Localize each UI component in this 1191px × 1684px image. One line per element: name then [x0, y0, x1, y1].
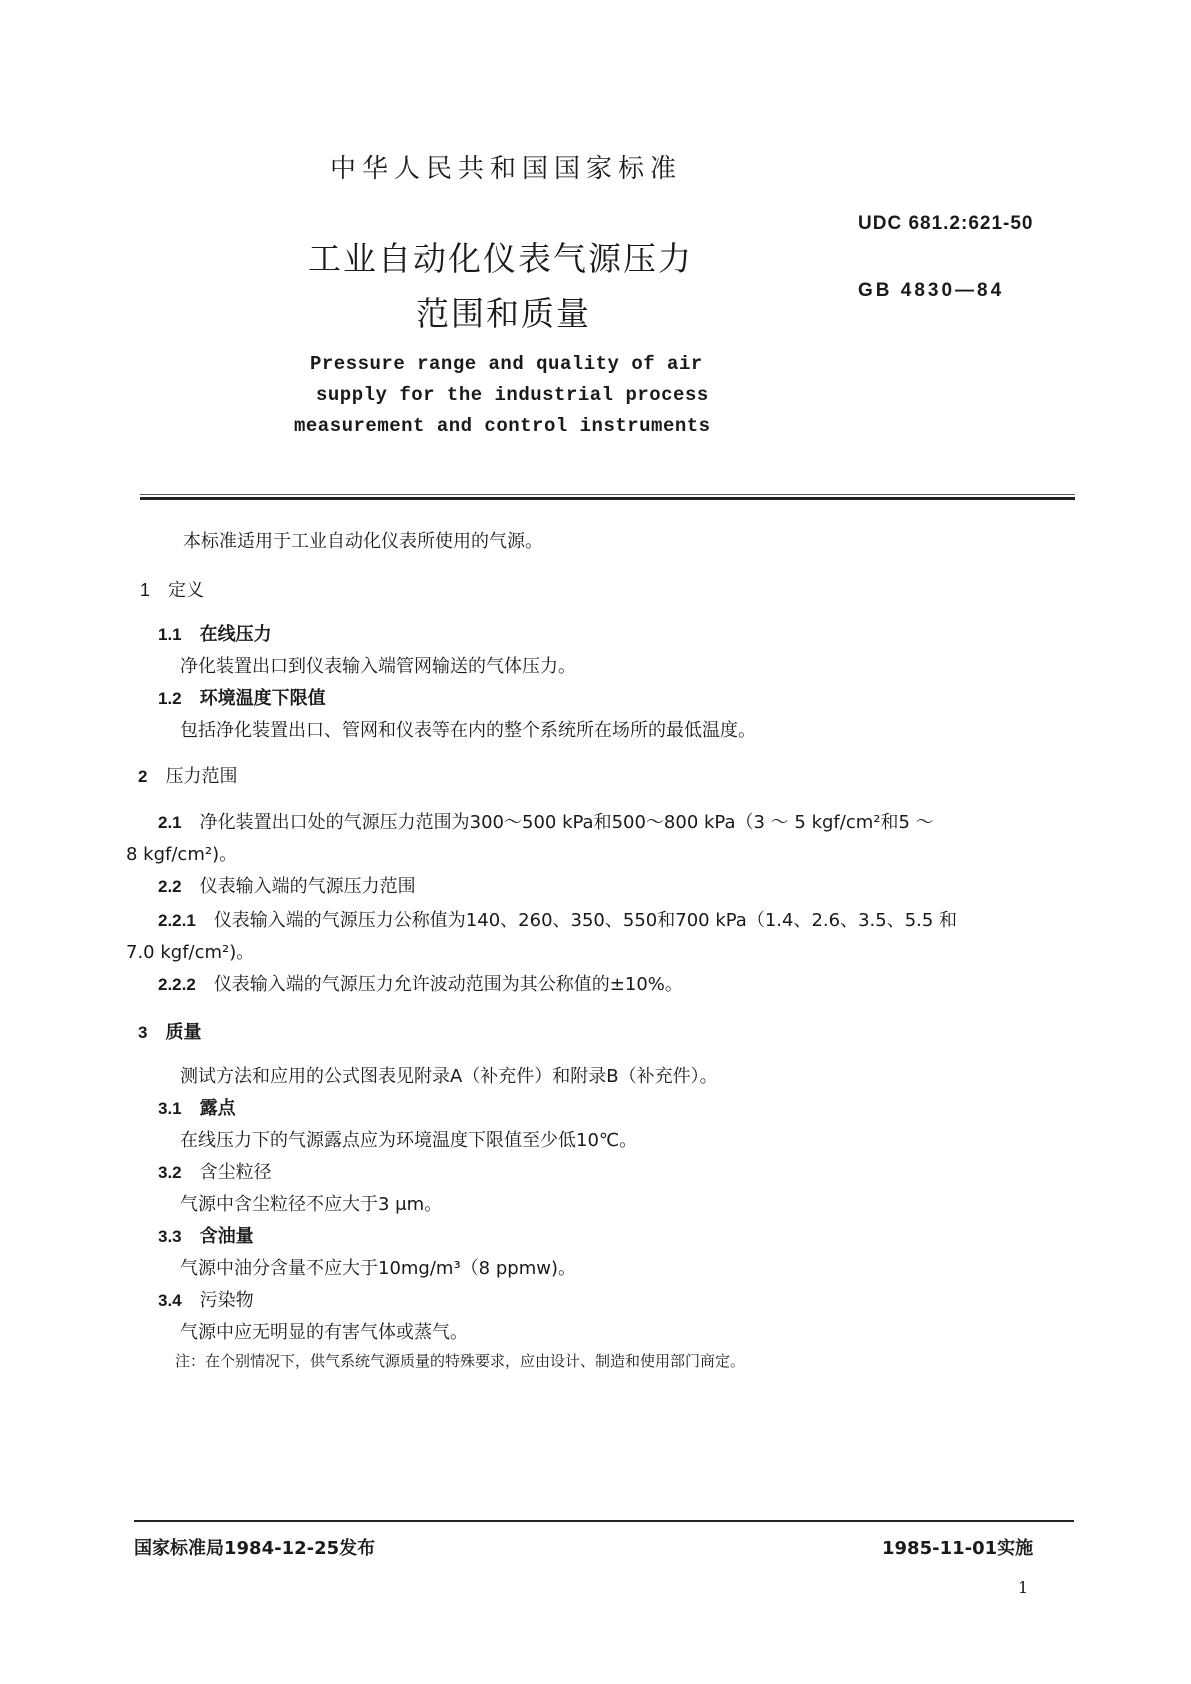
section-number: 2.1 — [158, 813, 182, 832]
section-1-2-text: 包括净化装置出口、管网和仪表等在内的整个系统所在场所的最低温度。 — [180, 720, 756, 741]
section-2-2-1-line1 — [158, 906, 957, 932]
section-number: 1.1 — [158, 625, 182, 644]
top-rule — [140, 497, 1075, 500]
title-en-line2: supply for the industrial process — [316, 384, 709, 406]
section-number: 2.2 — [158, 877, 182, 896]
section-title: 在线压力 — [199, 624, 272, 645]
section-number: 1.2 — [158, 689, 182, 708]
section-3-4-heading — [158, 1286, 254, 1312]
section-text: 仪表输入端的气源压力公称值为140、260、350、550和700 kPa（1.4、2.6、3.5、5.5 和 — [213, 910, 958, 931]
section-3-text: 测试方法和应用的公式图表见附录A（补充件）和附录B（补充件）。 — [180, 1066, 718, 1087]
section-number: 2 — [138, 767, 148, 786]
title-cn-line1: 工业自动化仪表气源压力 — [308, 239, 693, 278]
section-number: 2.2.1 — [158, 911, 196, 930]
section-number: 3.3 — [158, 1227, 182, 1246]
udc-code: UDC 681.2:621-50 — [858, 213, 1034, 234]
section-number: 3.2 — [158, 1163, 182, 1182]
section-3-1-text: 在线压力下的气源露点应为环境温度下限值至少低10℃。 — [180, 1130, 638, 1151]
section-number: 3 — [138, 1023, 148, 1042]
section-1-1-heading — [158, 620, 272, 646]
section-number: 1 — [140, 580, 151, 600]
section-title: 质量 — [165, 1022, 202, 1043]
section-title: 污染物 — [199, 1290, 254, 1311]
section-2-2-1-line2: 7.0 kgf/cm²)。 — [126, 942, 255, 963]
section-1-heading — [140, 576, 204, 602]
section-3-1-heading — [158, 1094, 236, 1120]
section-number: 3.4 — [158, 1291, 182, 1310]
issued-date: 国家标准局1984-12-25发布 — [134, 1538, 376, 1559]
section-text: 净化装置出口处的气源压力范围为300～500 kPa和500～800 kPa（3 ～ 5 kgf/cm²和5 ～ — [199, 812, 934, 833]
page-number: 1 — [1018, 1578, 1029, 1597]
gb-code: GB 4830—84 — [858, 280, 1005, 301]
section-2-2-2 — [158, 970, 683, 996]
section-2-1-line1 — [158, 808, 934, 834]
section-2-2-heading — [158, 872, 416, 898]
section-3-2-heading — [158, 1158, 272, 1184]
section-3-4-text: 气源中应无明显的有害气体或蒸气。 — [180, 1322, 468, 1343]
section-text: 仪表输入端的气源压力允许波动范围为其公称值的±10%。 — [213, 974, 683, 995]
section-1-2-heading — [158, 684, 326, 710]
section-2-1-line2: 8 kgf/cm²)。 — [126, 844, 238, 865]
standard-type-heading: 中华人民共和国国家标准 — [330, 154, 683, 184]
section-title: 含尘粒径 — [199, 1162, 272, 1183]
section-1-1-text: 净化装置出口到仪表输入端管网输送的气体压力。 — [180, 656, 576, 677]
bottom-rule — [134, 1520, 1074, 1522]
section-2-heading — [138, 762, 237, 788]
section-number: 2.2.2 — [158, 975, 196, 994]
top-rule-thin — [140, 494, 1075, 495]
effective-date: 1985-11-01实施 — [882, 1538, 1034, 1559]
title-en-line3: measurement and control instruments — [294, 415, 711, 437]
section-3-3-heading — [158, 1222, 254, 1248]
note-text: 注：在个别情况下，供气系统气源质量的特殊要求，应由设计、制造和使用部门商定。 — [175, 1352, 746, 1370]
section-number: 3.1 — [158, 1099, 182, 1118]
section-title: 定义 — [168, 580, 205, 601]
section-title: 压力范围 — [165, 766, 238, 787]
section-title: 环境温度下限值 — [199, 688, 326, 709]
section-title: 含油量 — [199, 1226, 254, 1247]
section-3-3-text: 气源中油分含量不应大于10mg/m³（8 ppmw)。 — [180, 1258, 576, 1279]
section-3-2-text: 气源中含尘粒径不应大于3 μm。 — [180, 1194, 443, 1215]
section-3-heading — [138, 1018, 201, 1044]
section-title: 仪表输入端的气源压力范围 — [199, 876, 416, 897]
section-title: 露点 — [199, 1098, 236, 1119]
intro-text: 本标准适用于工业自动化仪表所使用的气源。 — [183, 531, 543, 552]
title-cn-line2: 范围和质量 — [416, 294, 591, 333]
title-en-line1: Pressure range and quality of air — [310, 353, 703, 375]
